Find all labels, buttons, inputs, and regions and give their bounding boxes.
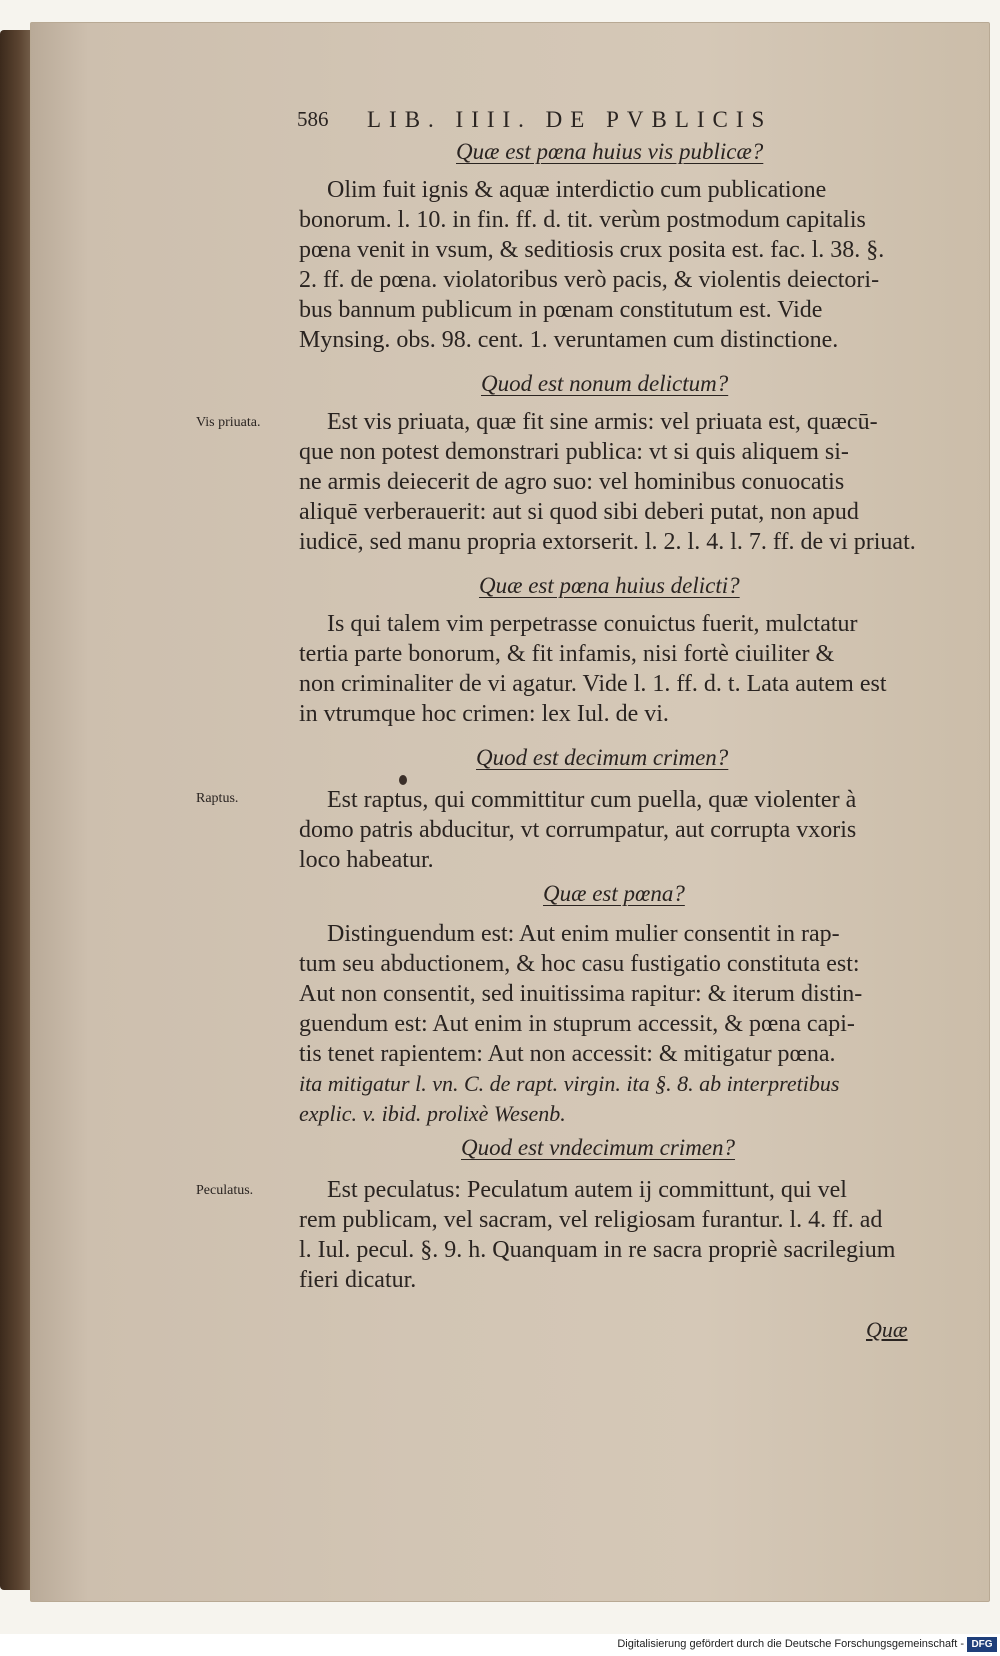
section-question: Quod est decimum crimen? bbox=[476, 745, 729, 770]
ink-stain bbox=[399, 775, 407, 785]
text-line: guendum est: Aut enim in stuprum accessit, & pœna capi- bbox=[299, 1011, 855, 1037]
text-line: que non potest demonstrari publica: vt si quis aliquem si- bbox=[299, 439, 849, 465]
text-line: Est raptus, qui committitur cum puella, quæ violenter à bbox=[327, 787, 857, 813]
text-line: rem publicam, vel sacram, vel religiosam furantur. l. 4. ff. ad bbox=[299, 1207, 883, 1233]
text-line: fieri dicatur. bbox=[299, 1267, 417, 1293]
section-question: Quæ est pœna? bbox=[543, 881, 685, 906]
text-line: 2. ff. de pœna. violatoribus verò pacis, & violentis deiectori- bbox=[299, 267, 880, 293]
page-number: 586 bbox=[297, 107, 329, 131]
footer-bar bbox=[0, 1634, 1000, 1656]
text-line: tis tenet rapientem: Aut non accessit: & mitigatur pœna. bbox=[299, 1041, 836, 1067]
text-line: ne armis deiecerit de agro suo: vel hominibus conuocatis bbox=[299, 469, 845, 495]
text-line: l. Iul. pecul. §. 9. h. Quanquam in re sacra propriè sacrilegium bbox=[299, 1237, 896, 1263]
text-line: bonorum. l. 10. in fin. ff. d. tit. verùm postmodum capitalis bbox=[299, 207, 866, 233]
section-question: Quæ est pœna huius vis publicæ? bbox=[456, 139, 764, 164]
margin-note: Vis priuata. bbox=[196, 415, 261, 430]
text-line: Aut non consentit, sed inuitissima rapitur: & iterum distin- bbox=[299, 981, 863, 1007]
page-content bbox=[31, 23, 989, 1601]
text-line: Olim fuit ignis & aquæ interdictio cum publicatione bbox=[327, 177, 827, 203]
text-line: Is qui talem vim perpetrasse conuictus fuerit, mulctatur bbox=[327, 611, 858, 637]
text-line: Est peculatus: Peculatum autem ij committunt, qui vel bbox=[327, 1177, 847, 1203]
text-line: Mynsing. obs. 98. cent. 1. veruntamen cum distinctione. bbox=[299, 327, 839, 353]
margin-note: Raptus. bbox=[196, 791, 239, 806]
text-line: bus bannum publicum in pœnam constitutum est. Vide bbox=[299, 297, 823, 323]
text-line: iudicē, sed manu propria extorserit. l. 2. l. 4. l. 7. ff. de vi priuat. bbox=[299, 529, 916, 555]
text-line: non criminaliter de vi agatur. Vide l. 1. ff. d. t. Lata autem est bbox=[299, 671, 887, 697]
section-question: Quod est nonum delictum? bbox=[481, 371, 729, 396]
section-question: Quæ est pœna huius delicti? bbox=[479, 573, 740, 598]
text-line: ita mitigatur l. vn. C. de rapt. virgin. ita §. 8. ab interpretibus bbox=[299, 1071, 840, 1096]
text-line: explic. v. ibid. prolixè Wesenb. bbox=[299, 1101, 566, 1126]
text-line: tum seu abductionem, & hoc casu fustigatio constituta est: bbox=[299, 951, 860, 977]
text-line: aliquē verberauerit: aut si quod sibi deberi putat, non apud bbox=[299, 499, 859, 525]
margin-note: Peculatus. bbox=[196, 1183, 254, 1198]
section-question: Quod est vndecimum crimen? bbox=[461, 1135, 736, 1160]
funding-credit: Digitalisierung gefördert durch die Deutsche Forschungsgemeinschaft - bbox=[617, 1638, 964, 1650]
text-line: Est vis priuata, quæ fit sine armis: vel priuata est, quæcū- bbox=[327, 409, 878, 435]
text-line: Distinguendum est: Aut enim mulier consentit in rap- bbox=[327, 921, 840, 947]
text-line: loco habeatur. bbox=[299, 847, 434, 873]
catchword: Quæ bbox=[866, 1317, 908, 1342]
dfg-logo: DFG bbox=[967, 1637, 997, 1652]
text-line: domo patris abducitur, vt corrumpatur, aut corrupta vxoris bbox=[299, 817, 857, 843]
text-line: pœna venit in vsum, & seditiosis crux posita est. fac. l. 38. §. bbox=[299, 237, 885, 263]
book-page bbox=[30, 22, 990, 1602]
text-line: in vtrumque hoc crimen: lex Iul. de vi. bbox=[299, 701, 669, 727]
text-line: tertia parte bonorum, & fit infamis, nisi fortè ciuiliter & bbox=[299, 641, 835, 667]
running-title: LIB. IIII. DE PVBLICIS bbox=[367, 107, 773, 132]
